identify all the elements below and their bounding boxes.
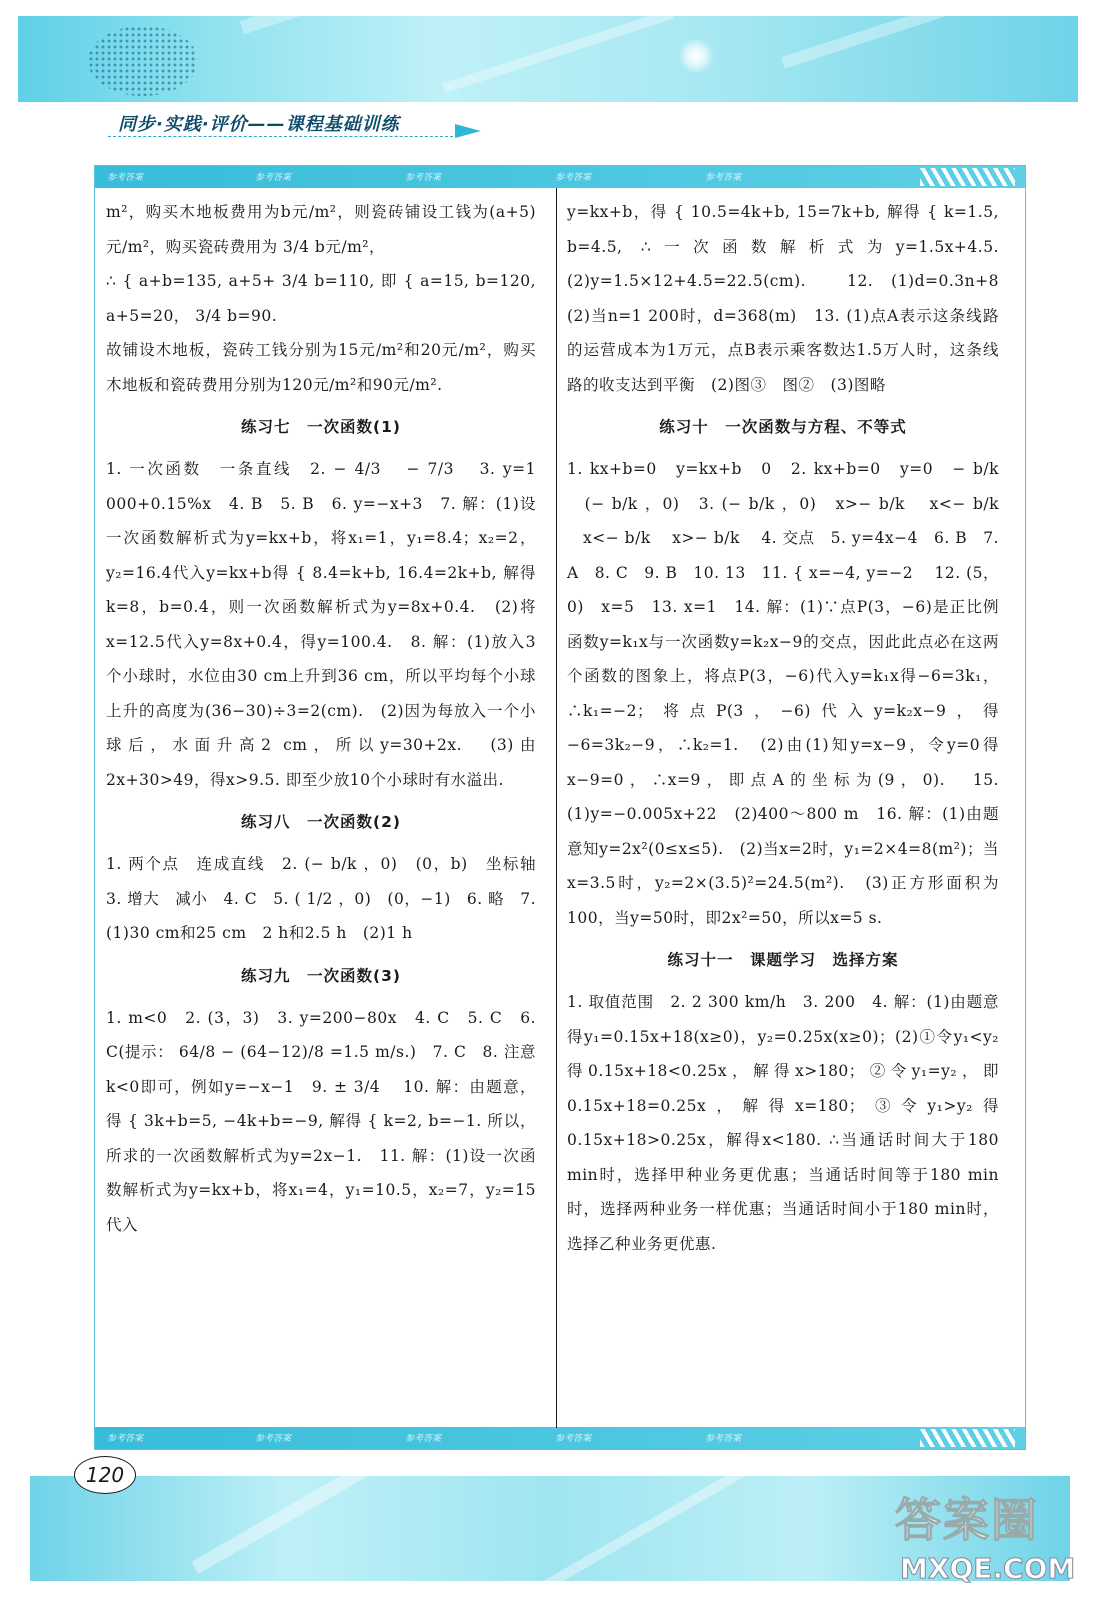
strip-label: 参考答案 <box>107 173 144 183</box>
strip-label: 参考答案 <box>405 173 442 183</box>
watermark-url: MXQE.COM <box>900 1552 1076 1585</box>
top-strip <box>95 166 1025 188</box>
light-streak <box>781 16 975 69</box>
left-column <box>106 195 553 1242</box>
light-streak <box>240 16 396 34</box>
answer-paragraph: 1. 一次函数 一条直线 2. − 4/3 − 7/3 3. y=1 000+0.15%x 4. B 5. B 6. y=−x+3 7. 解：(1)设一次函数解析式为y=kx+b，将x₁=1，y₁=8.4；x₂=2，y₂=16.4代入y=kx+b得 { 8.4=k+b, 16.4=2k+b, 解得k=8，b=0.4，则一次函数解析式为y=8x+0.4. (2)将x=12.5代入y=8x+0.4，得y=100.4. 8. 解：(1)放入3个小球时，水位由30 cm上升到36 cm，所以平均每个小球上升的高度为(36−30)÷3=2(cm). (2)因为每放入一个小球后，水面升高2 cm，所以y=30+2x. (3)由2x+30>49，得x>9.5. 即至少放10个小球时有水溢出. <box>106 460 536 789</box>
answer-paragraph: 1. 取值范围 2. 2 300 km/h 3. 200 4. 解：(1)由题意得y₁=0.15x+18(x≥0)，y₂=0.25x(x≥0)；(2)①令y₁<y₂得0.15x+18<0.25x，解得x>180；②令y₁=y₂，即0.15x+18=0.25x，解得x=180；③令y₁>y₂得0.15x+18>0.25x，解得x<180. ∴当通话时间大于180 min时，选择甲种业务更优惠；当通话时间等于180 min时，选择两种业务一样优惠；当通话时间小于180 min时，选择乙种业务更优惠. <box>567 993 999 1253</box>
answer-paragraph: 1. m<0 2. (3，3) 3. y=200−80x 4. C 5. C 6. C(提示： 64/8 − (64−12)/8 =1.5 m/s.) 7. C 8. 注意k<0即可，例如y=−x−1 9. ± 3/4 10. 解：由题意，得 { 3k+b=5, −4k+b=−9, 解得 { k=2, b=−1. 所以，所求的一次函数解析式为y=2x−1. 11. 解：(1)设一次函数解析式为y=kx+b，将x₁=4，y₁=10.5，x₂=7，y₂=15代入 <box>106 1008 536 1234</box>
header-banner <box>18 16 1078 102</box>
bottom-strip <box>95 1427 1025 1449</box>
arrow-icon <box>455 124 481 138</box>
strip-label: 参考答案 <box>107 1434 144 1444</box>
strip-label: 参考答案 <box>555 1434 592 1444</box>
answer-paragraph: y=kx+b，得 { 10.5=4k+b, 15=7k+b, 解得 { k=1.5, b=4.5, ∴一次函数解析式为y=1.5x+4.5. (2)y=1.5×12+4.5=22.5(cm). 12. (1)d=0.3n+8 (2)当n=1 200时，d=368(m) 13. (1)点A表示这条线路的运营成本为1万元，点B表示乘客数达1.5万人时，这条线路的收支达到平衡 (2)图③ 图② (3)图略 <box>567 203 1016 394</box>
section-heading: 练习十 一次函数与方程、不等式 <box>659 418 907 436</box>
halftone-decoration <box>88 26 198 96</box>
series-title: 同步·实践·评价——课程基础训练 <box>118 114 400 135</box>
hatch-decoration <box>920 168 1015 186</box>
series-underline <box>108 136 458 137</box>
strip-label: 参考答案 <box>405 1434 442 1444</box>
page-number: 120 <box>74 1456 136 1494</box>
strip-label: 参考答案 <box>555 173 592 183</box>
column-divider <box>556 188 557 1428</box>
answer-paragraph: m²，购买木地板费用为b元/m²，则瓷砖铺设工钱为(a+5)元/m²，购买瓷砖费用为 3/4 b元/m²， <box>106 203 536 256</box>
hatch-decoration <box>920 1429 1015 1447</box>
answer-paragraph: 故铺设木地板，瓷砖工钱分别为15元/m²和20元/m²，购买木地板和瓷砖费用分别为120元/m²和90元/m². <box>106 341 536 394</box>
watermark-text: 答案圈 <box>895 1493 1039 1547</box>
light-streak <box>442 16 673 93</box>
right-column <box>567 195 1016 1261</box>
section-heading: 练习七 一次函数(1) <box>241 418 401 436</box>
strip-label: 参考答案 <box>705 173 742 183</box>
section-heading: 练习十一 课题学习 选择方案 <box>667 951 899 969</box>
answer-paragraph: 1. kx+b=0 y=kx+b 0 2. kx+b=0 y=0 − b/k (− b/k ，0) 3. (− b/k ，0) x>− b/k x<− b/k x<− b/k x>− b/k 4. 交点 5. y=4x−4 6. B 7. A 8. C 9. B 10. 13 11. { x=−4, y=−2 12. (5，0) x=5 13. x=1 14. 解：(1)∵点P(3，−6)是正比例函数y=k₁x与一次函数y=k₂x−9的交点，因此此点必在这两个函数的图象上，将点P(3，−6)代入y=k₁x得−6=3k₁，∴k₁=−2；将点P(3，−6)代入y=k₂x−9，得−6=3k₂−9，∴k₂=1. (2)由(1)知y=x−9，令y=0得x−9=0，∴x=9，即点A的坐标为(9，0). 15. (1)y=−0.005x+22 (2)400～800 m 16. 解：(1)由题意知y=2x²(0≤x≤5). (2)当x=2时，y₁=2×4=8(m²)；当x=3.5时，y₂=2×(3.5)²=24.5(m²). (3)正方形面积为100，当y=50时，即2x²=50，所以x=5 s. <box>567 460 999 927</box>
strip-label: 参考答案 <box>255 1434 292 1444</box>
light-streak <box>525 1476 755 1581</box>
strip-label: 参考答案 <box>255 173 292 183</box>
answer-paragraph: ∴ { a+b=135, a+5+ 3/4 b=110, 即 { a=15, b=120, a+5=20， 3/4 b=90. <box>106 272 536 325</box>
strip-label: 参考答案 <box>705 1434 742 1444</box>
section-heading: 练习九 一次函数(3) <box>241 966 401 985</box>
watermark-logo <box>895 1484 1070 1554</box>
sparkle-decoration <box>678 38 714 74</box>
answer-paragraph: 1. 两个点 连成直线 2. (− b/k ，0) (0，b) 坐标轴 3. 增大 减小 4. C 5. ( 1/2 ，0) (0，−1) 6. 略 7. (1)30 cm和25 cm 2 h和2.5 h (2)1 h <box>106 855 553 942</box>
section-heading: 练习八 一次函数(2) <box>241 813 401 831</box>
light-streak <box>191 1476 389 1574</box>
